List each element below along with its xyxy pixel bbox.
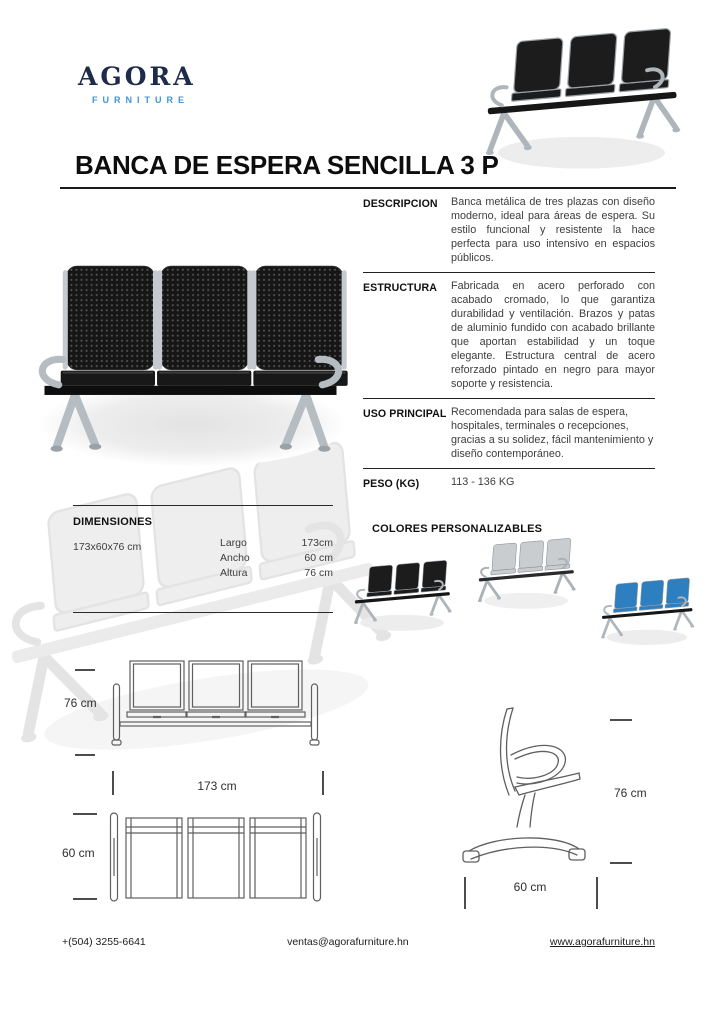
dim-tick: [322, 771, 324, 795]
dim-tick: [610, 862, 632, 864]
spec-label: ESTRUCTURA: [363, 282, 437, 294]
spec-text: Fabricada en acero perforado con acabado cromado, lo que garantiza durabilidad y ventilación. Brazos y patas de aluminio fundido con acabado brillante que aportan estabilidad y un toque elegante. Estructura central de acero reforzado pintado en negro para mayor soporte y resistencia.: [451, 280, 655, 390]
spec-row-uso-principal: [363, 399, 655, 469]
logo-subtitle: FURNITURE: [92, 95, 189, 105]
spec-label: DESCRIPCION: [363, 198, 438, 210]
drawing-top-view: [108, 810, 323, 905]
brand-logo: [78, 62, 196, 105]
drawing-front-view: [108, 658, 323, 753]
dimension-label: Largo: [220, 537, 247, 549]
spec-row-descripcion: [363, 189, 655, 273]
spec-label: PESO (KG): [363, 478, 420, 490]
dim-tick: [75, 754, 95, 756]
dim-tick: [610, 719, 632, 721]
color-variant-silver: [460, 528, 588, 612]
front-width-label: 173 cm: [197, 779, 237, 793]
footer-email: ventas@agorafurniture.hn: [287, 936, 409, 948]
dimensions-summary: 173x60x76 cm: [73, 541, 142, 553]
dim-tick: [73, 898, 97, 900]
colors-heading: COLORES PERSONALIZABLES: [372, 523, 543, 535]
color-variant-black: [336, 550, 464, 634]
dimension-row-largo: [220, 536, 333, 551]
side-depth-label: 60 cm: [513, 880, 547, 894]
dimension-row-ancho: [220, 551, 333, 566]
drawing-side-view: [445, 703, 605, 878]
dimensions-heading: DIMENSIONES: [73, 516, 153, 528]
color-variant-blue: [584, 568, 706, 648]
dimension-value: 76 cm: [304, 567, 333, 579]
footer-website-link[interactable]: www.agorafurniture.hn: [549, 936, 655, 948]
dim-tick: [75, 669, 95, 671]
page-title: BANCA DE ESPERA SENCILLA 3 P: [75, 150, 499, 180]
spec-row-estructura: [363, 273, 655, 399]
dimension-row-altura: [220, 566, 333, 581]
dim-tick: [596, 877, 598, 909]
dimension-label: Altura: [220, 567, 248, 579]
dim-tick: [73, 813, 97, 815]
dimensions-rule-top: [73, 505, 333, 506]
spec-text: Banca metálica de tres plazas con diseño moderno, ideal para áreas de espera. Su estilo funcional y resistente la hace perfecta para uso intensivo en espacios públicos.: [451, 196, 655, 264]
spec-label: USO PRINCIPAL: [363, 408, 447, 420]
spec-row-peso: [363, 469, 655, 497]
dimension-value: 173cm: [301, 537, 333, 549]
dimension-label: Ancho: [220, 552, 250, 564]
product-photo-front: [18, 252, 363, 470]
side-height-label: 76 cm: [614, 786, 647, 800]
dimension-value: 60 cm: [304, 552, 333, 564]
footer: [62, 936, 655, 948]
logo-wordmark: AGORA: [78, 62, 196, 91]
spec-table: [363, 189, 655, 497]
spec-text: 113 - 136 KG: [451, 476, 515, 488]
spec-text: Recomendada para salas de espera, hospitales, terminales o recepciones, gracias a su solidez, fácil mantenimiento y diseño contemporáneo.: [451, 406, 654, 460]
top-depth-label: 60 cm: [62, 846, 95, 860]
footer-phone: +(504) 3255-6641: [62, 936, 146, 948]
front-height-label: 76 cm: [64, 696, 97, 710]
dimensions-list: [220, 536, 333, 581]
dimensions-rule-bottom: [73, 612, 333, 613]
